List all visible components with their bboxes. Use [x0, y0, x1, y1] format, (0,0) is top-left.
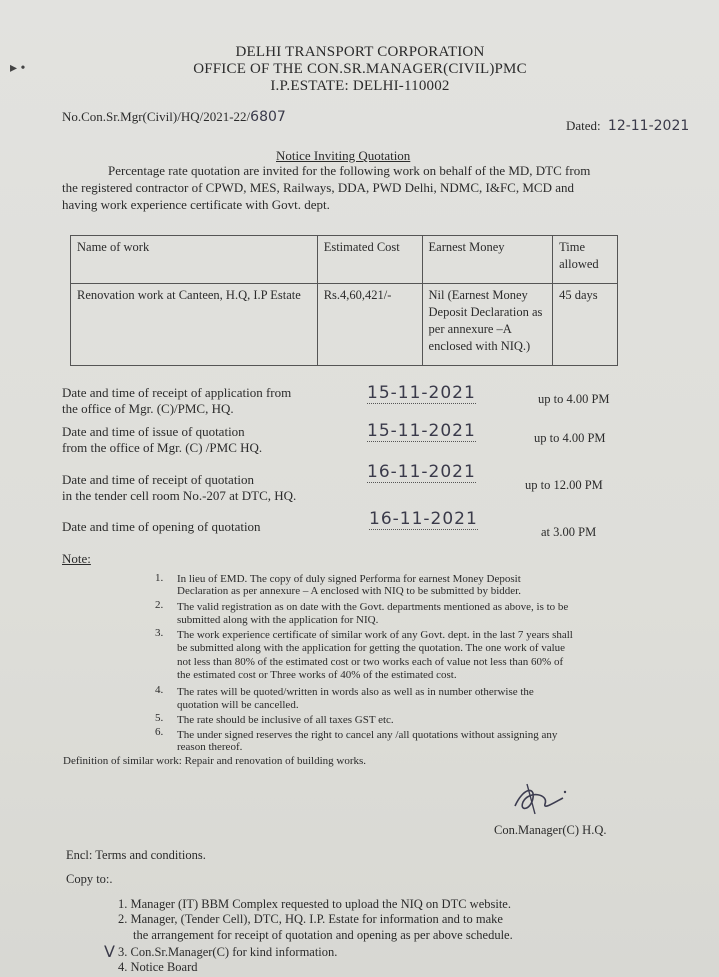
note-number: 1.: [155, 572, 164, 584]
copy-to-item: 2. Manager, (Tender Cell), DTC, HQ. I.P. Estate for information and to make: [118, 912, 503, 926]
note-text: The valid registration as on date with the Govt. departments mentioned as above, is to be: [177, 601, 569, 613]
punch-mark: ▸ •: [10, 61, 26, 76]
notice-title: Notice Inviting Quotation: [276, 148, 411, 163]
signature-mark: [505, 780, 575, 820]
note-text: The under signed reserves the right to cancel any /all quotations without assigning any: [177, 729, 558, 741]
header-name-of-work: Name of work: [71, 236, 318, 284]
note-number: 3.: [155, 627, 164, 639]
dated: [566, 118, 689, 134]
copy-to-item: 3. Con.Sr.Manager(C) for kind information.: [118, 945, 338, 959]
note-number: 5.: [155, 712, 164, 724]
schedule-2-label-line2: from the office of Mgr. (C) /PMC HQ.: [62, 440, 263, 455]
note-number: 4.: [155, 684, 164, 696]
schedule-2-time: up to 4.00 PM: [534, 431, 606, 445]
table-header-row: [71, 236, 618, 284]
schedule-4-date: 16-11-2021: [369, 509, 478, 529]
note-text: the estimated cost or Three works of 40% of the estimated cost.: [177, 669, 457, 681]
cell-estimated-cost: Rs.4,60,421/-: [317, 284, 422, 366]
schedule-1-date: 15-11-2021: [367, 383, 476, 403]
similar-work-definition: Definition of similar work: Repair and renovation of building works.: [63, 755, 367, 767]
dated-label: Dated:: [566, 118, 601, 133]
note-text: Declaration as per annexure – A enclosed with NIQ to be submitted by bidder.: [177, 585, 521, 597]
copy-to-label: Copy to:.: [66, 872, 113, 886]
note-text: In lieu of EMD. The copy of duly signed Performa for earnest Money Deposit: [177, 573, 521, 585]
table-row: [71, 284, 618, 366]
copy-to-item: 4. Notice Board: [118, 960, 198, 974]
reference-handwritten: 6807: [250, 109, 286, 125]
schedule-1-label-line2: the office of Mgr. (C)/PMC, HQ.: [62, 401, 234, 416]
schedule-3-date: 16-11-2021: [367, 462, 476, 482]
schedule-2-date: 15-11-2021: [367, 421, 476, 441]
header-time-allowed: Time allowed: [553, 236, 618, 284]
cell-earnest-money: Nil (Earnest Money Deposit Declaration as per annexure –A enclosed with NIQ.): [422, 284, 553, 366]
org-name: DELHI TRANSPORT CORPORATION: [235, 44, 485, 60]
notice-intro-line2: the registered contractor of CPWD, MES, Railways, DDA, PWD Delhi, NDMC, I&FC, MCD and: [62, 180, 574, 195]
tick-mark: V: [104, 942, 115, 961]
reference-prefix: No.Con.Sr.Mgr(Civil)/HQ/2021-22/: [62, 109, 251, 124]
schedule-3-label-line2: in the tender cell room No.-207 at DTC, HQ.: [62, 488, 297, 503]
note-text: The work experience certificate of similar work of any Govt. dept. in the last 7 years shall: [177, 629, 573, 641]
note-number: 2.: [155, 599, 164, 611]
note-text: The rate should be inclusive of all taxes GST etc.: [177, 714, 394, 726]
header-earnest-money: Earnest Money: [422, 236, 553, 284]
cell-time-allowed: 45 days: [553, 284, 618, 366]
note-number: 6.: [155, 726, 164, 738]
office-name: OFFICE OF THE CON.SR.MANAGER(CIVIL)PMC: [193, 61, 527, 77]
schedule-4-time: at 3.00 PM: [541, 525, 597, 539]
schedule-3-label-line1: Date and time of receipt of quotation: [62, 472, 255, 487]
schedule-1-time: up to 4.00 PM: [538, 392, 610, 406]
note-text: reason thereof.: [177, 741, 243, 753]
note-text: be submitted along with the application for getting the quotation. The one work of value: [177, 642, 566, 654]
header-estimated-cost: Estimated Cost: [317, 236, 422, 284]
copy-to-item: the arrangement for receipt of quotation and opening as per above schedule.: [133, 928, 513, 942]
work-table: [70, 235, 618, 366]
notice-intro-line1: Percentage rate quotation are invited for the following work on behalf of the MD, DTC from: [108, 163, 591, 178]
cell-name-of-work: Renovation work at Canteen, H.Q, I.P Estate: [71, 284, 318, 366]
notice-intro-line3: having work experience certificate with Govt. dept.: [62, 197, 330, 212]
schedule-4-label-line1: Date and time of opening of quotation: [62, 519, 261, 534]
note-text: quotation will be cancelled.: [177, 699, 299, 711]
signatory: Con.Manager(C) H.Q.: [494, 823, 607, 837]
schedule-3-time: up to 12.00 PM: [525, 478, 603, 492]
schedule-2-label-line1: Date and time of issue of quotation: [62, 424, 245, 439]
note-text: submitted along with the application for NIQ.: [177, 614, 379, 626]
note-text: not less than 80% of the estimated cost or two works each of value not less than 60% of: [177, 656, 564, 668]
note-text: The rates will be quoted/written in words also as well as in number otherwise the: [177, 686, 534, 698]
copy-to-item: 1. Manager (IT) BBM Complex requested to upload the NIQ on DTC website.: [118, 897, 511, 911]
reference-number: [62, 109, 286, 125]
office-address: I.P.ESTATE: DELHI-110002: [270, 78, 450, 94]
enclosure: Encl: Terms and conditions.: [66, 848, 206, 862]
dated-handwritten: 12-11-2021: [607, 118, 690, 134]
schedule-1-label-line1: Date and time of receipt of application from: [62, 385, 292, 400]
note-label: Note:: [62, 551, 91, 566]
